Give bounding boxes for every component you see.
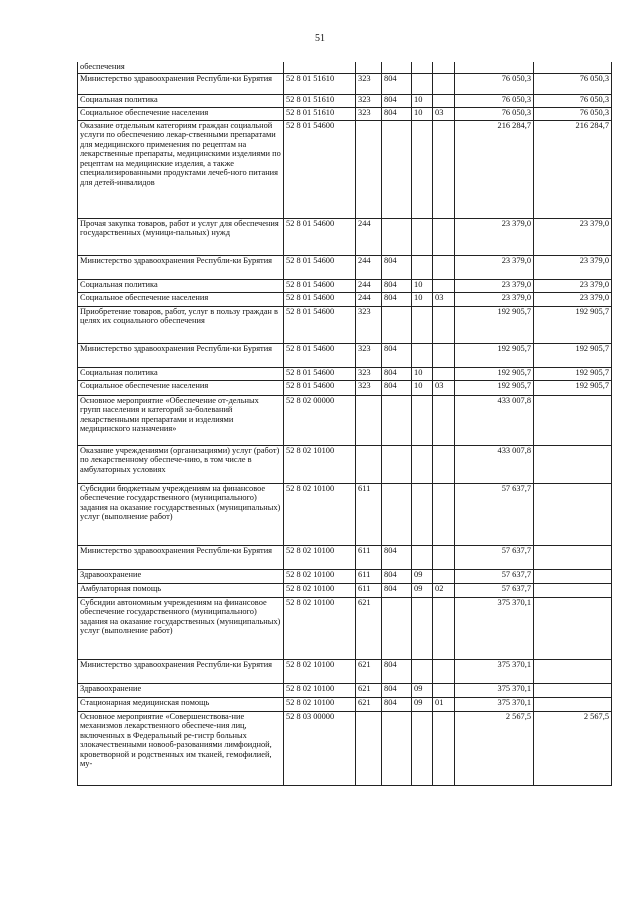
expense-type-cell: 244: [356, 255, 382, 279]
amount-2-cell: 192 905,7: [534, 343, 612, 367]
table-row: [78, 711, 612, 785]
amount-1-cell: 23 379,0: [455, 255, 534, 279]
row-name-cell: Субсидии бюджетным учреждениям на финансовое обеспечение государственного (муниципального) задания на оказание государственных (муниципальных) услуг (выполнение работ): [78, 483, 284, 545]
amount-1-cell: 216 284,7: [455, 120, 534, 218]
subsection-cell: [433, 683, 455, 697]
section-cell: [412, 483, 433, 545]
subsection-cell: [433, 306, 455, 343]
amount-1-cell: 23 379,0: [455, 279, 534, 292]
ministry-code-cell: 804: [382, 659, 412, 683]
amount-2-cell: 192 905,7: [534, 306, 612, 343]
page-number: 51: [315, 33, 325, 44]
subsection-cell: [433, 395, 455, 445]
amount-1-cell: 57 637,7: [455, 545, 534, 569]
ministry-code-cell: [382, 483, 412, 545]
ministry-code-cell: [382, 218, 412, 255]
amount-1-cell: 192 905,7: [455, 380, 534, 395]
amount-2-cell: 2 567,5: [534, 711, 612, 785]
expense-type-cell: 611: [356, 583, 382, 597]
table-row: [78, 597, 612, 659]
ministry-code-cell: [382, 120, 412, 218]
section-cell: [412, 343, 433, 367]
amount-2-cell: [534, 569, 612, 583]
ministry-code-cell: 804: [382, 255, 412, 279]
amount-2-cell: 76 050,3: [534, 73, 612, 94]
row-name-cell: Амбулаторная помощь: [78, 583, 284, 597]
row-name-cell: Здравоохранение: [78, 569, 284, 583]
row-name-cell: Социальное обеспечение населения: [78, 292, 284, 306]
table-row: [78, 395, 612, 445]
table-row: [78, 659, 612, 683]
table-row: [78, 343, 612, 367]
section-cell: 10: [412, 380, 433, 395]
subsection-cell: [433, 483, 455, 545]
ministry-code-cell: 804: [382, 367, 412, 380]
expense-type-cell: [356, 445, 382, 483]
subsection-cell: 01: [433, 697, 455, 711]
ministry-code-cell: 804: [382, 380, 412, 395]
amount-2-cell: 23 379,0: [534, 292, 612, 306]
row-name-cell: обеспечения: [78, 62, 284, 73]
table-row: [78, 218, 612, 255]
ministry-code-cell: 804: [382, 697, 412, 711]
expense-type-cell: 244: [356, 292, 382, 306]
amount-2-cell: 23 379,0: [534, 255, 612, 279]
section-cell: 09: [412, 683, 433, 697]
amount-1-cell: 57 637,7: [455, 569, 534, 583]
subsection-cell: [433, 343, 455, 367]
subsection-cell: [433, 711, 455, 785]
expense-type-cell: 611: [356, 545, 382, 569]
section-cell: [412, 62, 433, 73]
subsection-cell: [433, 545, 455, 569]
amount-2-cell: 192 905,7: [534, 380, 612, 395]
ministry-code-cell: 804: [382, 583, 412, 597]
amount-1-cell: 375 370,1: [455, 683, 534, 697]
subsection-cell: [433, 597, 455, 659]
row-name-cell: Министерство здравоохранения Республи-ки Бурятия: [78, 255, 284, 279]
expense-type-cell: 244: [356, 218, 382, 255]
section-cell: [412, 306, 433, 343]
amount-1-cell: 192 905,7: [455, 306, 534, 343]
amount-2-cell: 23 379,0: [534, 279, 612, 292]
section-cell: [412, 255, 433, 279]
subsection-cell: 03: [433, 380, 455, 395]
ministry-code-cell: [382, 395, 412, 445]
subsection-cell: [433, 569, 455, 583]
amount-2-cell: 76 050,3: [534, 107, 612, 120]
table-row: [78, 73, 612, 94]
row-name-cell: Социальное обеспечение населения: [78, 107, 284, 120]
expense-type-cell: 323: [356, 343, 382, 367]
amount-1-cell: 375 370,1: [455, 697, 534, 711]
subsection-cell: [433, 367, 455, 380]
table-row: [78, 292, 612, 306]
amount-1-cell: 433 007,8: [455, 445, 534, 483]
ministry-code-cell: [382, 597, 412, 659]
csr-code-cell: 52 8 02 10100: [284, 569, 356, 583]
subsection-cell: [433, 659, 455, 683]
row-name-cell: Социальная политика: [78, 367, 284, 380]
row-name-cell: Социальная политика: [78, 94, 284, 107]
section-cell: [412, 545, 433, 569]
amount-1-cell: [455, 62, 534, 73]
csr-code-cell: 52 8 01 54600: [284, 380, 356, 395]
expense-type-cell: 621: [356, 697, 382, 711]
ministry-code-cell: 804: [382, 107, 412, 120]
table-row: [78, 380, 612, 395]
row-name-cell: Стационарная медицинская помощь: [78, 697, 284, 711]
ministry-code-cell: [382, 445, 412, 483]
csr-code-cell: 52 8 02 10100: [284, 583, 356, 597]
subsection-cell: 03: [433, 107, 455, 120]
budget-table-body: [78, 62, 612, 785]
table-row: [78, 255, 612, 279]
table-row: [78, 545, 612, 569]
expense-type-cell: 244: [356, 279, 382, 292]
csr-code-cell: 52 8 01 51610: [284, 107, 356, 120]
expense-type-cell: 323: [356, 107, 382, 120]
csr-code-cell: 52 8 02 10100: [284, 659, 356, 683]
section-cell: [412, 445, 433, 483]
expense-type-cell: 621: [356, 659, 382, 683]
section-cell: [412, 597, 433, 659]
table-row: [78, 367, 612, 380]
section-cell: 09: [412, 583, 433, 597]
row-name-cell: Социальная политика: [78, 279, 284, 292]
ministry-code-cell: [382, 62, 412, 73]
csr-code-cell: 52 8 02 10100: [284, 445, 356, 483]
row-name-cell: Социальное обеспечение населения: [78, 380, 284, 395]
section-cell: 10: [412, 292, 433, 306]
row-name-cell: Основное мероприятие «Совершенствова-ние механизмов лекарственного обеспече-ния лиц, включенных в Федеральный ре-гистр больных злокачественными новооб-разованиями лимфоидной, кроветворной и родственных им тканей, гемофилией, му-: [78, 711, 284, 785]
expense-type-cell: 323: [356, 306, 382, 343]
expense-type-cell: 323: [356, 367, 382, 380]
expense-type-cell: 323: [356, 73, 382, 94]
amount-1-cell: 76 050,3: [455, 73, 534, 94]
section-cell: 09: [412, 569, 433, 583]
amount-1-cell: 433 007,8: [455, 395, 534, 445]
amount-1-cell: 23 379,0: [455, 218, 534, 255]
row-name-cell: Оказание отдельным категориям граждан социальной услуги по обеспечению лекар-ственными препаратами для медицинского применения по рецептам на лекарственные препараты, медицинскими изделиями по рецептам на медицинские изделия, а также специализированными продуктами лечеб-ного питания для детей-инвалидов: [78, 120, 284, 218]
ministry-code-cell: [382, 306, 412, 343]
subsection-cell: [433, 62, 455, 73]
amount-2-cell: [534, 445, 612, 483]
table-row: [78, 569, 612, 583]
expense-type-cell: 621: [356, 597, 382, 659]
ministry-code-cell: 804: [382, 292, 412, 306]
csr-code-cell: 52 8 01 51610: [284, 73, 356, 94]
amount-2-cell: [534, 659, 612, 683]
amount-1-cell: 57 637,7: [455, 583, 534, 597]
section-cell: [412, 395, 433, 445]
amount-2-cell: 23 379,0: [534, 218, 612, 255]
subsection-cell: [433, 73, 455, 94]
expense-type-cell: [356, 711, 382, 785]
amount-2-cell: 76 050,3: [534, 94, 612, 107]
csr-code-cell: 52 8 02 10100: [284, 683, 356, 697]
csr-code-cell: 52 8 01 54600: [284, 255, 356, 279]
table-row: [78, 120, 612, 218]
csr-code-cell: 52 8 01 54600: [284, 292, 356, 306]
row-name-cell: Приобретение товаров, работ, услуг в пользу граждан в целях их социального обеспечения: [78, 306, 284, 343]
ministry-code-cell: 804: [382, 545, 412, 569]
row-name-cell: Министерство здравоохранения Республи-ки Бурятия: [78, 545, 284, 569]
expense-type-cell: [356, 395, 382, 445]
amount-1-cell: 2 567,5: [455, 711, 534, 785]
amount-1-cell: 375 370,1: [455, 659, 534, 683]
table-row: [78, 306, 612, 343]
ministry-code-cell: 804: [382, 683, 412, 697]
row-name-cell: Оказание учреждениями (организациями) услуг (работ) по лекарственному обеспече-нию, в том числе в амбулаторных условиях: [78, 445, 284, 483]
csr-code-cell: 52 8 02 10100: [284, 545, 356, 569]
amount-2-cell: 216 284,7: [534, 120, 612, 218]
ministry-code-cell: 804: [382, 279, 412, 292]
amount-1-cell: 57 637,7: [455, 483, 534, 545]
table-row: [78, 483, 612, 545]
table-row: [78, 583, 612, 597]
expense-type-cell: 323: [356, 94, 382, 107]
budget-table: [77, 62, 612, 786]
csr-code-cell: 52 8 03 00000: [284, 711, 356, 785]
amount-2-cell: [534, 483, 612, 545]
subsection-cell: [433, 120, 455, 218]
ministry-code-cell: 804: [382, 94, 412, 107]
section-cell: [412, 120, 433, 218]
csr-code-cell: 52 8 01 54600: [284, 279, 356, 292]
csr-code-cell: 52 8 01 54600: [284, 120, 356, 218]
row-name-cell: Министерство здравоохранения Республи-ки Бурятия: [78, 659, 284, 683]
row-name-cell: Основное мероприятие «Обеспечение от-дельных групп населения и категорий за-болеваний лекарственными препаратами и изделиями медицинского назначения»: [78, 395, 284, 445]
csr-code-cell: [284, 62, 356, 73]
amount-2-cell: [534, 697, 612, 711]
csr-code-cell: 52 8 01 54600: [284, 367, 356, 380]
amount-2-cell: [534, 583, 612, 597]
amount-1-cell: 23 379,0: [455, 292, 534, 306]
section-cell: 10: [412, 367, 433, 380]
csr-code-cell: 52 8 02 10100: [284, 483, 356, 545]
ministry-code-cell: 804: [382, 569, 412, 583]
expense-type-cell: 621: [356, 683, 382, 697]
section-cell: 10: [412, 279, 433, 292]
expense-type-cell: [356, 120, 382, 218]
amount-1-cell: 76 050,3: [455, 94, 534, 107]
expense-type-cell: [356, 62, 382, 73]
csr-code-cell: 52 8 01 51610: [284, 94, 356, 107]
section-cell: [412, 711, 433, 785]
amount-2-cell: [534, 395, 612, 445]
table-row: [78, 445, 612, 483]
csr-code-cell: 52 8 01 54600: [284, 218, 356, 255]
ministry-code-cell: 804: [382, 343, 412, 367]
section-cell: [412, 73, 433, 94]
amount-2-cell: 192 905,7: [534, 367, 612, 380]
csr-code-cell: 52 8 01 54600: [284, 306, 356, 343]
subsection-cell: [433, 445, 455, 483]
table-row: [78, 107, 612, 120]
subsection-cell: [433, 279, 455, 292]
expense-type-cell: 323: [356, 380, 382, 395]
section-cell: 10: [412, 107, 433, 120]
row-name-cell: Прочая закупка товаров, работ и услуг для обеспечения государственных (муници-пальных) нужд: [78, 218, 284, 255]
amount-2-cell: [534, 62, 612, 73]
ministry-code-cell: [382, 711, 412, 785]
amount-1-cell: 192 905,7: [455, 343, 534, 367]
table-row: [78, 279, 612, 292]
row-name-cell: Министерство здравоохранения Республи-ки Бурятия: [78, 73, 284, 94]
table-row: [78, 62, 612, 73]
section-cell: [412, 218, 433, 255]
amount-2-cell: [534, 597, 612, 659]
table-row: [78, 94, 612, 107]
row-name-cell: Министерство здравоохранения Республи-ки Бурятия: [78, 343, 284, 367]
section-cell: 10: [412, 94, 433, 107]
subsection-cell: [433, 218, 455, 255]
expense-type-cell: 611: [356, 569, 382, 583]
table-row: [78, 697, 612, 711]
amount-1-cell: 375 370,1: [455, 597, 534, 659]
csr-code-cell: 52 8 02 10100: [284, 697, 356, 711]
section-cell: [412, 659, 433, 683]
subsection-cell: [433, 94, 455, 107]
expense-type-cell: 611: [356, 483, 382, 545]
subsection-cell: 02: [433, 583, 455, 597]
csr-code-cell: 52 8 01 54600: [284, 343, 356, 367]
csr-code-cell: 52 8 02 00000: [284, 395, 356, 445]
row-name-cell: Здравоохранение: [78, 683, 284, 697]
table-row: [78, 683, 612, 697]
subsection-cell: 03: [433, 292, 455, 306]
subsection-cell: [433, 255, 455, 279]
amount-2-cell: [534, 683, 612, 697]
ministry-code-cell: 804: [382, 73, 412, 94]
csr-code-cell: 52 8 02 10100: [284, 597, 356, 659]
row-name-cell: Субсидии автономным учреждениям на финансовое обеспечение государственного (муниципального) задания на оказание государственных (муниципальных) услуг (выполнение работ): [78, 597, 284, 659]
section-cell: 09: [412, 697, 433, 711]
amount-1-cell: 192 905,7: [455, 367, 534, 380]
amount-2-cell: [534, 545, 612, 569]
amount-1-cell: 76 050,3: [455, 107, 534, 120]
